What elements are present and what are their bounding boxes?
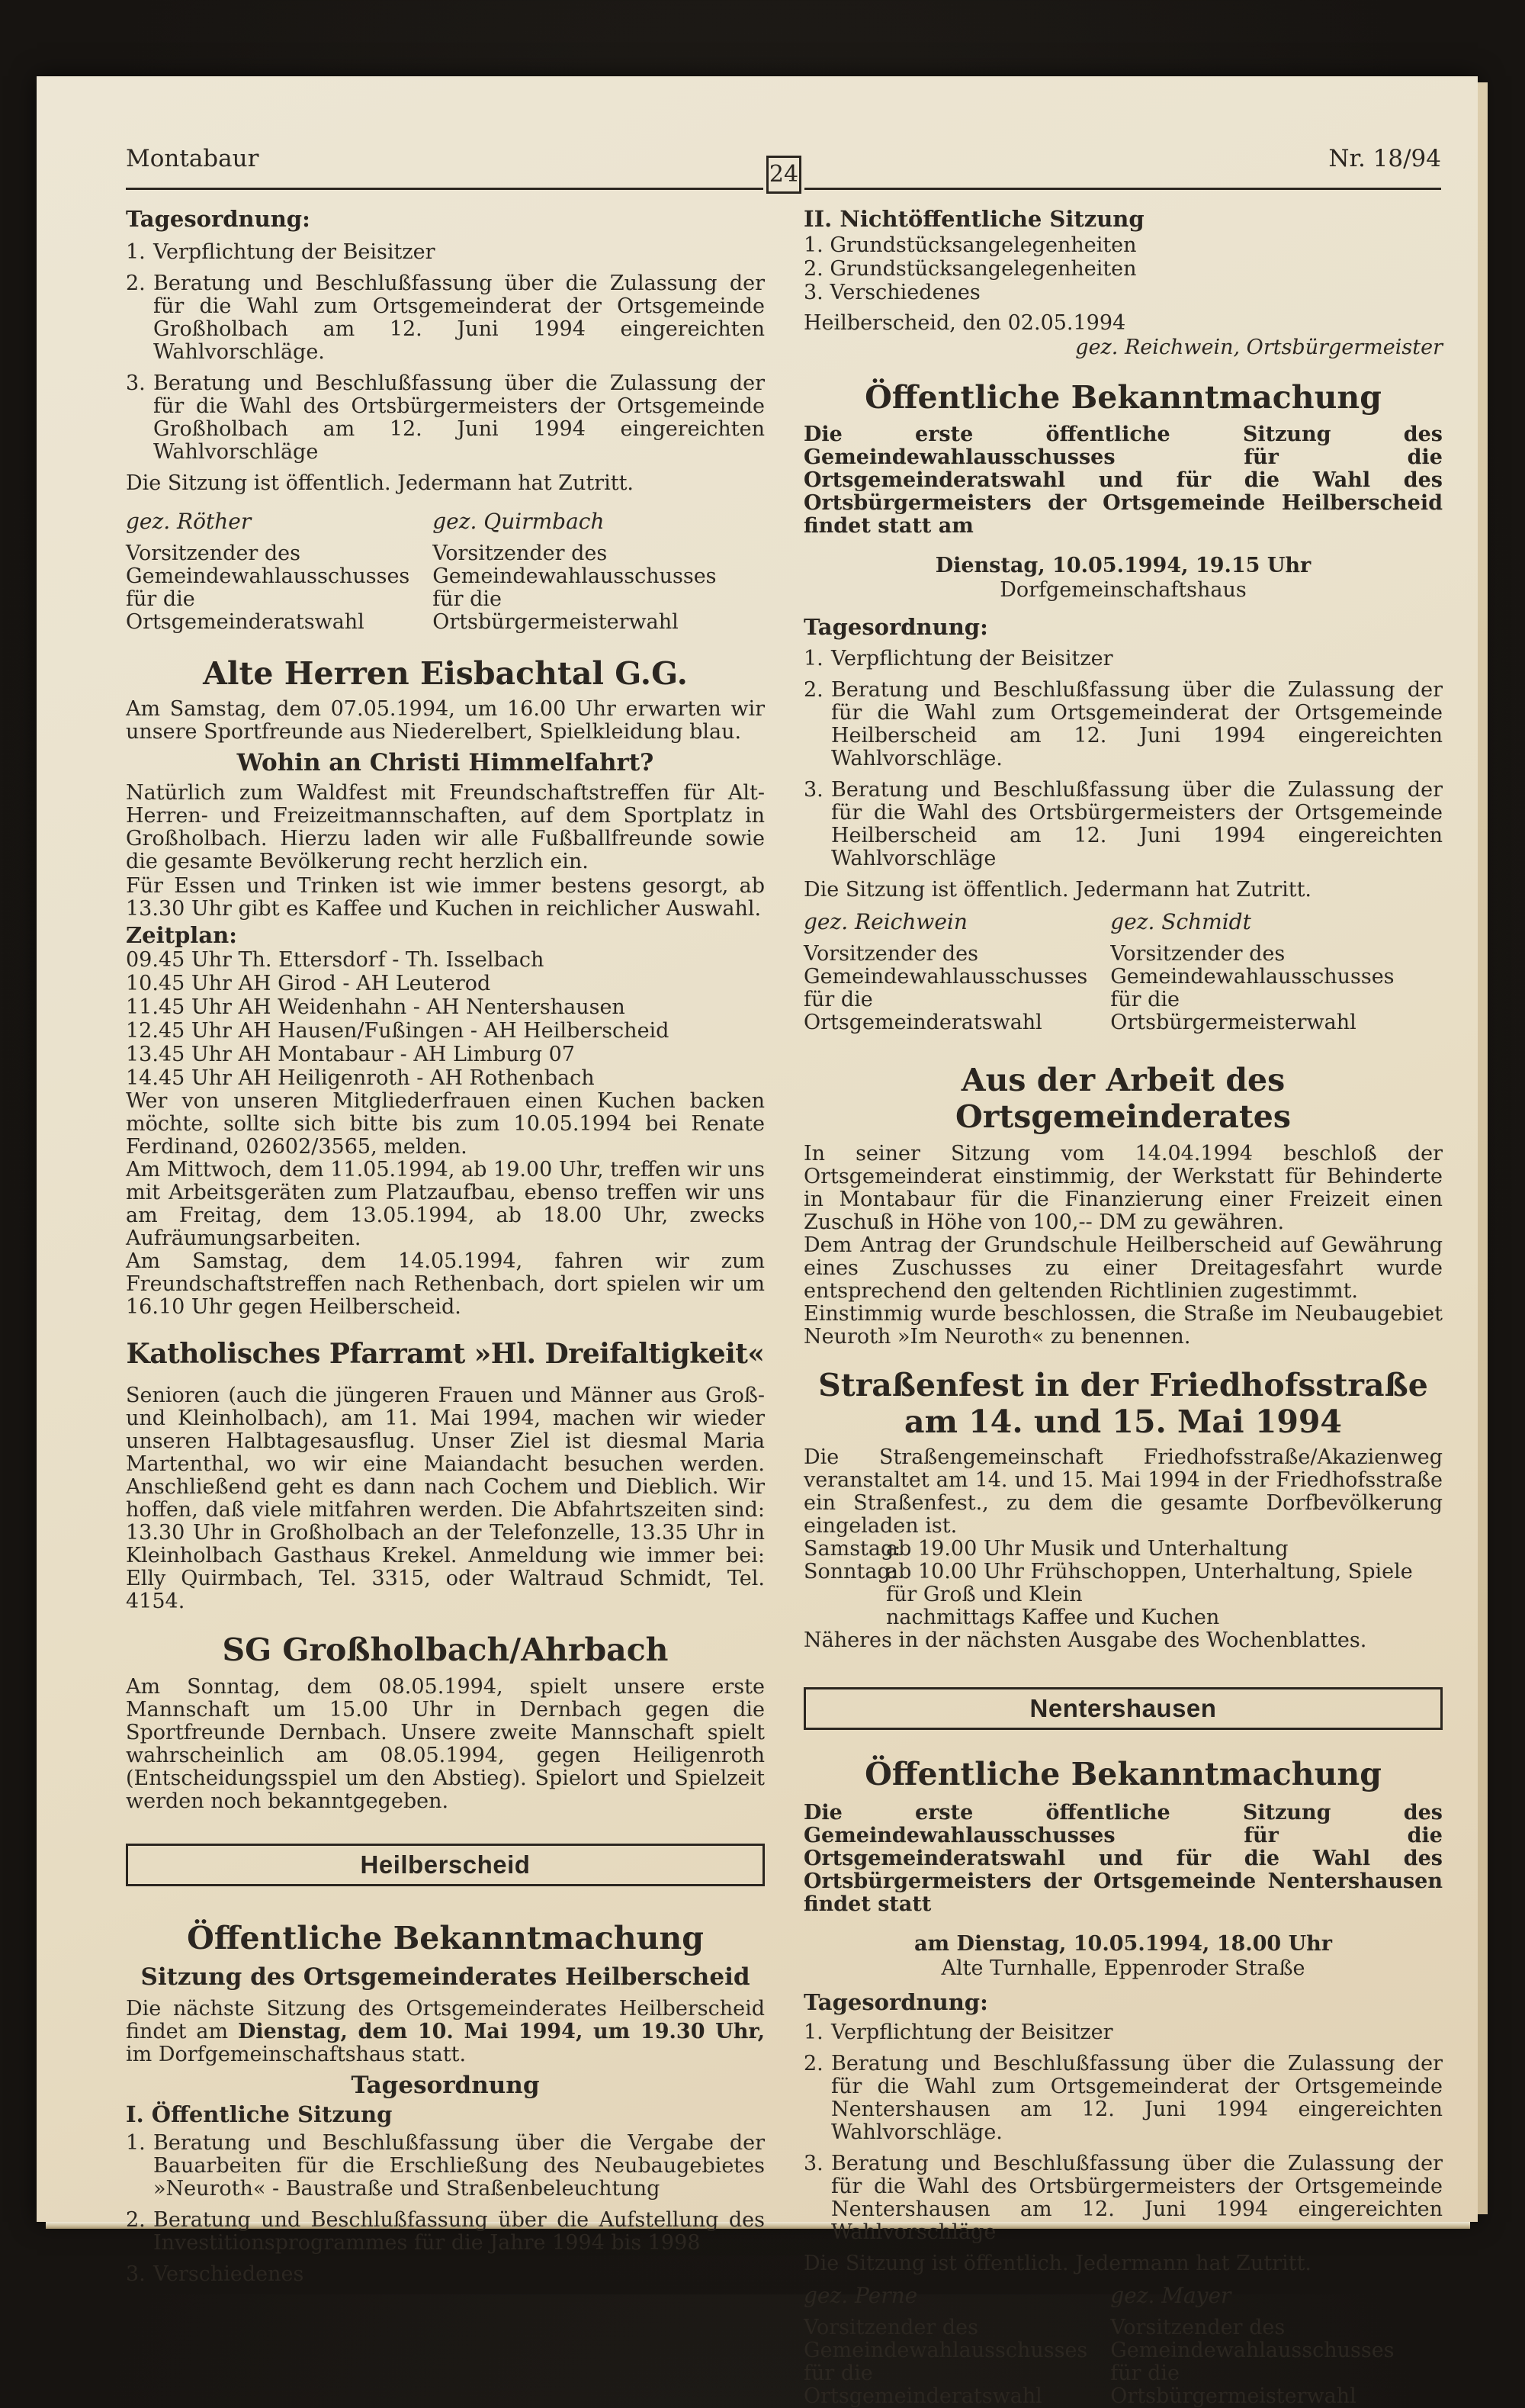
fest-schedule-row [804, 1561, 1443, 1606]
public-note: Die Sitzung ist öffentlich. Jedermann hat Zutritt. [804, 2252, 1312, 2275]
column-right [804, 206, 1443, 2408]
day-label: Sonntag: [804, 1560, 897, 1583]
signature-title-line: für die [126, 587, 195, 611]
signature-left [804, 2283, 1110, 2408]
paragraph: Dem Antrag der Grundschule Heilberscheid auf Gewährung eines Zuschusses zu einer Dreitagesfahrt wurde entsprechend den geltenden Richtlinien zugestimmt. [804, 1233, 1443, 1303]
section-bekanntmachung-heilberscheid [804, 379, 1443, 1034]
section-title: Öffentliche Bekanntmachung [187, 1920, 704, 1956]
signature-title-line: Vorsitzender des [1110, 942, 1286, 966]
item-text: Beratung und Beschlußfassung über die Zulassung der für die Wahl des Ortsbürgermeisters der Ortsgemeinde Nentershausen am 12. Juni 1994 eingereichten Wahlvorschläge [831, 2152, 1443, 2244]
signature-title [126, 542, 432, 634]
signature-title-line: Vorsitzender des [432, 542, 608, 565]
public-note: Die Sitzung ist öffentlich. Jedermann hat Zutritt. [126, 471, 634, 495]
signature-title [1110, 2316, 1443, 2408]
signature-title-line: für die [1110, 988, 1180, 1011]
signature-title-line: für die [804, 988, 873, 1011]
agenda-item [126, 2263, 765, 2286]
agenda-item [804, 2021, 1443, 2044]
item-text: Beratung und Beschlußfassung über die Zulassung der für die Wahl zum Ortsgemeinderat der Ortsgemeinde Großholbach am 12. Juni 1994 eingereichten Wahlvorschläge. [153, 272, 765, 364]
item-text: Beratung und Beschlußfassung über die Zulassung der für die Wahl des Ortsbürgermeisters der Ortsgemeinde Heilberscheid am 12. Juni 1994 eingereichten Wahlvorschläge [831, 778, 1443, 870]
day-program: ab 19.00 Uhr Musik und Unterhaltung [886, 1537, 1289, 1561]
schedule-line: 10.45 Uhr AH Girod - AH Leuterod [126, 972, 491, 995]
paragraph: Am Mittwoch, dem 11.05.1994, ab 19.00 Uhr, treffen wir uns mit Arbeitsgeräten zum Platzaufbau, ebenso treffen wir uns am Freitag, dem 13.05.1994, ab 18.00 Uhr, zwecks Aufräumungsarbeiten. [126, 1158, 765, 1250]
item-text: Beratung und Beschlußfassung über die Aufstellung des Investitionsprogrammes für die Jahre 1994 bis 1998 [153, 2208, 765, 2255]
paragraph: Die Straßengemeinschaft Friedhofsstraße/Akazienweg veranstaltet am 14. und 15. Mai 1994 in der Friedhofsstraße ein Straßenfest., zu dem die gesamte Dorfbevölkerung eingeladen ist. [804, 1445, 1443, 1538]
fest-schedule-row [804, 1606, 1443, 1629]
paragraph-part: im Dorfgemeinschaftshaus statt. [126, 2043, 467, 2066]
scanned-paper-sheet [37, 76, 1478, 2408]
section-montabaur-agenda [126, 206, 765, 634]
part-label: I. Öffentliche Sitzung [126, 2101, 393, 2127]
paragraph: Einstimmig wurde beschlossen, die Straße im Neubaugebiet Neuroth »Im Neuroth« zu benennen. [804, 1302, 1443, 1349]
meeting-venue: Alte Turnhalle, Eppenroder Straße [941, 1956, 1305, 1980]
paragraph: Senioren (auch die jüngeren Frauen und Männer aus Groß- und Kleinholbach), am 11. Mai 1994, machen wir wieder unseren Halbtagesausflug. Unser Ziel ist diesmal Maria Martenthal, wo wir eine Maiandacht besuchen werden. Anschließend geht es dann nach Cochem und Dieblich. Wir hoffen, daß viele mitfahren werden. Die Abfahrtszeiten sind: 13.30 Uhr in Großholbach an der Telefonzelle, 13.35 Uhr in Kleinholbach Gasthaus Krekel. Anmeldung wie immer bei: Elly Quirmbach, Tel. 3315, oder Waltraud Schmidt, Tel. 4154. [126, 1384, 765, 1613]
section-title: II. Nichtöffentliche Sitzung [804, 206, 1145, 232]
item-text: Beratung und Beschlußfassung über die Zulassung der für die Wahl des Ortsbürgermeisters der Ortsgemeinde Großholbach am 12. Juni 1994 eingereichten Wahlvorschläge [153, 371, 765, 464]
section-subtitle: Wohin an Christi Himmelfahrt? [236, 749, 654, 776]
item-number: 3. [804, 778, 824, 802]
municipality-box-nentershausen: Nentershausen [804, 1687, 1443, 1730]
agenda-item [804, 2152, 1443, 2244]
agenda-item [126, 272, 765, 364]
paragraph: Wer von unseren Mitgliederfrauen einen Kuchen backen möchte, sollte sich bitte bis zum 10.05.1994 bei Renate Ferdinand, 02602/3565, melden. [126, 1089, 765, 1159]
item-number: 3. [804, 2152, 824, 2175]
meeting-datetime: am Dienstag, 10.05.1994, 18.00 Uhr [913, 1932, 1333, 1956]
signature-title-line: Ortsbürgermeisterwahl [1110, 2384, 1356, 2408]
item-number: 1. [126, 2131, 146, 2155]
item-number: 1. [804, 2021, 824, 2044]
agenda-item [804, 648, 1443, 670]
fest-schedule [804, 1538, 1443, 1629]
signature-title-line: Vorsitzender des [804, 942, 978, 966]
schedule-line: 13.45 Uhr AH Montabaur - AH Limburg 07 [126, 1043, 575, 1066]
schedule-line: 09.45 Uhr Th. Ettersdorf - Th. Isselbach [126, 948, 544, 972]
signature-name: gez. Quirmbach [432, 509, 605, 534]
section-title: Öffentliche Bekanntmachung [865, 1756, 1382, 1792]
item-number: 3. [126, 371, 146, 395]
item-number: 2. [126, 2208, 146, 2232]
header-rule-right [804, 188, 1441, 190]
header-location: Montabaur [126, 145, 259, 172]
day-label: Samstag: [804, 1537, 901, 1561]
paragraph: Für Essen und Trinken ist wie immer bestens gesorgt, ab 13.30 Uhr gibt es Kaffee und Kuchen in reichlicher Auswahl. [126, 874, 765, 921]
schedule-line: 11.45 Uhr AH Weidenhahn - AH Nentershausen [126, 995, 625, 1019]
agenda-item [804, 779, 1443, 870]
municipality-box-heilberscheid: Heilberscheid [126, 1844, 765, 1886]
section-title-line1: Straßenfest in der Friedhofsstraße [818, 1367, 1428, 1403]
signature-title-line: Vorsitzender des [126, 542, 300, 565]
item-number: 2. [804, 2052, 824, 2075]
schedule-line: 12.45 Uhr AH Hausen/Fußingen - AH Heilberscheid [126, 1019, 669, 1043]
signature-line: gez. Reichwein, Ortsbürgermeister [1075, 336, 1443, 359]
agenda-label: Tagesordnung: [126, 206, 310, 232]
plain-items [804, 233, 1443, 304]
section-pfarramt [126, 1336, 765, 1613]
signature-title-line: Ortsgemeinderatswahl [126, 610, 364, 634]
agenda-item [126, 241, 765, 264]
signature-left [126, 509, 432, 634]
item-text: Verschiedenes [153, 2262, 304, 2286]
signature-title-line: Vorsitzender des [804, 2316, 978, 2339]
day-program: ab 10.00 Uhr Frühschoppen, Unterhaltung, Spiele für Groß und Klein [886, 1560, 1413, 1606]
signature-right [1110, 909, 1443, 1034]
paragraph: Am Samstag, dem 07.05.1994, um 16.00 Uhr erwarten wir unsere Sportfreunde aus Niederelbert, Spielkleidung blau. [126, 697, 765, 744]
signature-left [804, 909, 1110, 1034]
agenda-label: Tagesordnung: [804, 614, 988, 640]
zeitplan-label: Zeitplan: [126, 922, 237, 948]
item-text: Beratung und Beschlußfassung über die Vergabe der Bauarbeiten für die Erschließung des Neubaugebietes »Neuroth« - Baustraße und Straßenbeleuchtung [153, 2131, 765, 2201]
signature-title-line: für die [1110, 2361, 1180, 2385]
signature-name: gez. Schmidt [1110, 909, 1251, 934]
agenda-items [804, 648, 1443, 870]
header-rule-left [126, 188, 763, 190]
section-heilberscheid-sitzung [126, 1920, 765, 2286]
signature-title-line: Ortsgemeinderatswahl [804, 2384, 1042, 2408]
agenda-item [126, 2209, 765, 2255]
section-title: Aus der Arbeit des Ortsgemeinderates [955, 1062, 1291, 1135]
agenda-items [126, 241, 765, 464]
signature-row [126, 509, 765, 634]
item-number: 3. [126, 2262, 146, 2286]
item-number: 2. [804, 678, 824, 702]
paragraph-bold-part: Dienstag, dem 10. Mai 1994, um 19.30 Uhr, [237, 2020, 765, 2043]
signature-title [432, 542, 765, 634]
plain-item: 3. Verschiedenes [804, 281, 981, 304]
signature-title [1110, 943, 1443, 1034]
agenda-item [804, 2053, 1443, 2144]
lead-paragraph: Die erste öffentliche Sitzung des Gemeindewahlausschusses für die Ortsgemeinderatswahl und für die Wahl des Ortsbürgermeisters der Ortsgemeinde Nentershausen findet statt [804, 1801, 1443, 1916]
item-number: 1. [126, 240, 146, 264]
public-note: Die Sitzung ist öffentlich. Jedermann hat Zutritt. [804, 878, 1312, 902]
signature-title-line: Gemeindewahlausschusses [804, 2339, 1088, 2362]
schedule-line: 14.45 Uhr AH Heiligenroth - AH Rothenbach [126, 1066, 595, 1090]
section-title: Katholisches Pfarramt »Hl. Dreifaltigkeit« [126, 1338, 765, 1370]
signature-name: gez. Reichwein [804, 909, 968, 934]
item-text: Verpflichtung der Beisitzer [831, 647, 1113, 670]
column-left [126, 206, 765, 2294]
agenda-items [804, 2021, 1443, 2244]
item-text: Beratung und Beschlußfassung über die Zulassung der für die Wahl zum Ortsgemeinderat der Ortsgemeinde Nentershausen am 12. Juni 1994 eingereichten Wahlvorschläge. [831, 2052, 1443, 2144]
signature-title-line: für die [804, 2361, 873, 2385]
signature-title [804, 2316, 1110, 2408]
day-label [804, 1606, 886, 1629]
agenda-label: Tagesordnung: [804, 1989, 988, 2015]
paragraph: Näheres in der nächsten Ausgabe des Wochenblattes. [804, 1628, 1367, 1652]
section-title: Alte Herren Eisbachtal G.G. [203, 655, 688, 692]
item-number: 1. [804, 647, 824, 670]
agenda-label: Tagesordnung [351, 2072, 540, 2099]
item-text: Verpflichtung der Beisitzer [831, 2021, 1113, 2044]
paragraph-part: Die nächste Sitzung des Ortsgemeinderates Heilberscheid findet am [126, 1997, 765, 2043]
section-nichtoeffentliche-sitzung [804, 206, 1443, 359]
paragraph [126, 1998, 765, 2066]
section-strassenfest [804, 1367, 1443, 1652]
item-text: Beratung und Beschlußfassung über die Zulassung der für die Wahl zum Ortsgemeinderat der Ortsgemeinde Heilberscheid am 12. Juni 1994 eingereichten Wahlvorschläge. [831, 678, 1443, 770]
section-title: Öffentliche Bekanntmachung [865, 379, 1382, 416]
signature-title-line: Gemeindewahlausschusses [1110, 2339, 1395, 2362]
signature-title-line: Ortsgemeinderatswahl [804, 1011, 1042, 1034]
signature-title-line: Gemeindewahlausschusses [432, 564, 717, 588]
signature-name: gez. Mayer [1110, 2283, 1231, 2308]
meeting-datetime: Dienstag, 10.05.1994, 19.15 Uhr [935, 554, 1312, 577]
signature-title-line: Gemeindewahlausschusses [126, 564, 410, 588]
signature-title [804, 943, 1110, 1034]
section-sg [126, 1632, 765, 1813]
fest-schedule-row [804, 1538, 1443, 1561]
meeting-venue: Dorfgemeinschaftshaus [1000, 578, 1247, 602]
signature-title-line: Ortsbürgermeisterwahl [432, 610, 679, 634]
section-title: SG Großholbach/Ahrbach [222, 1632, 669, 1668]
paragraph: Am Sonntag, dem 08.05.1994, spielt unsere erste Mannschaft um 15.00 Uhr in Dernbach gegen die Sportfreunde Dernbach. Unsere zweite Mannschaft spielt wahrscheinlich am 08.05.1994, gegen Heiligenroth (Entscheidungsspiel um den Abstieg). Spielort und Spielzeit werden noch bekanntgegeben. [126, 1675, 765, 1813]
signature-name: gez. Röther [126, 509, 252, 534]
day-program: nachmittags Kaffee und Kuchen [886, 1606, 1220, 1629]
agenda-item [126, 2132, 765, 2201]
signature-title-line: für die [432, 587, 502, 611]
item-text: Verpflichtung der Beisitzer [153, 240, 435, 264]
dateline: Heilberscheid, den 02.05.1994 [804, 311, 1126, 335]
signature-title-line: Gemeindewahlausschusses [1110, 965, 1395, 989]
plain-item: 2. Grundstücksangelegenheiten [804, 257, 1137, 281]
zeitplan-schedule [126, 948, 765, 1090]
section-title-line2: am 14. und 15. Mai 1994 [904, 1403, 1342, 1440]
paragraph: Natürlich zum Waldfest mit Freundschaftstreffen für Alt-Herren- und Freizeitmannschaften, auf dem Sportplatz in Großholbach. Hierzu laden wir alle Fußballfreunde sowie die gesamte Bevölkerung recht herzlich ein. [126, 781, 765, 873]
plain-item: 1. Grundstücksangelegenheiten [804, 233, 1137, 257]
paragraph: In seiner Sitzung vom 14.04.1994 beschloß der Ortsgemeinderat einstimmig, der Werkstatt für Behinderte in Montabaur für die Finanzierung einer Freizeit einen Zuschuß in Höhe von 100,-- DM zu gewähren. [804, 1142, 1443, 1234]
agenda-item [126, 372, 765, 464]
agenda-items [126, 2132, 765, 2286]
underlying-sheet-edge [1478, 82, 1488, 2214]
section-subtitle: Sitzung des Ortsgemeinderates Heilberscheid [140, 1963, 750, 1991]
signature-row [804, 2283, 1443, 2408]
paragraph: Am Samstag, dem 14.05.1994, fahren wir zum Freundschaftstreffen nach Rethenbach, dort spielen wir um 16.10 Uhr gegen Heilberscheid. [126, 1249, 765, 1319]
section-alte-herren [126, 655, 765, 1319]
signature-title-line: Ortsbürgermeisterwahl [1110, 1011, 1356, 1034]
item-number: 2. [126, 272, 146, 295]
section-bekanntmachung-nentershausen [804, 1756, 1443, 2408]
signature-right [432, 509, 765, 634]
signature-row [804, 909, 1443, 1034]
page-number-box: 24 [766, 156, 801, 194]
header-issue-number: Nr. 18/94 [1328, 145, 1441, 172]
signature-name: gez. Perne [804, 2283, 918, 2308]
section-arbeit-ortsgemeinderat [804, 1062, 1443, 1349]
signature-title-line: Gemeindewahlausschusses [804, 965, 1088, 989]
signature-right [1110, 2283, 1443, 2408]
agenda-item [804, 679, 1443, 770]
signature-title-line: Vorsitzender des [1110, 2316, 1286, 2339]
lead-paragraph: Die erste öffentliche Sitzung des Gemeindewahlausschusses für die Ortsgemeinderatswahl und für die Wahl des Ortsbürgermeisters der Ortsgemeinde Heilberscheid findet statt am [804, 423, 1443, 538]
